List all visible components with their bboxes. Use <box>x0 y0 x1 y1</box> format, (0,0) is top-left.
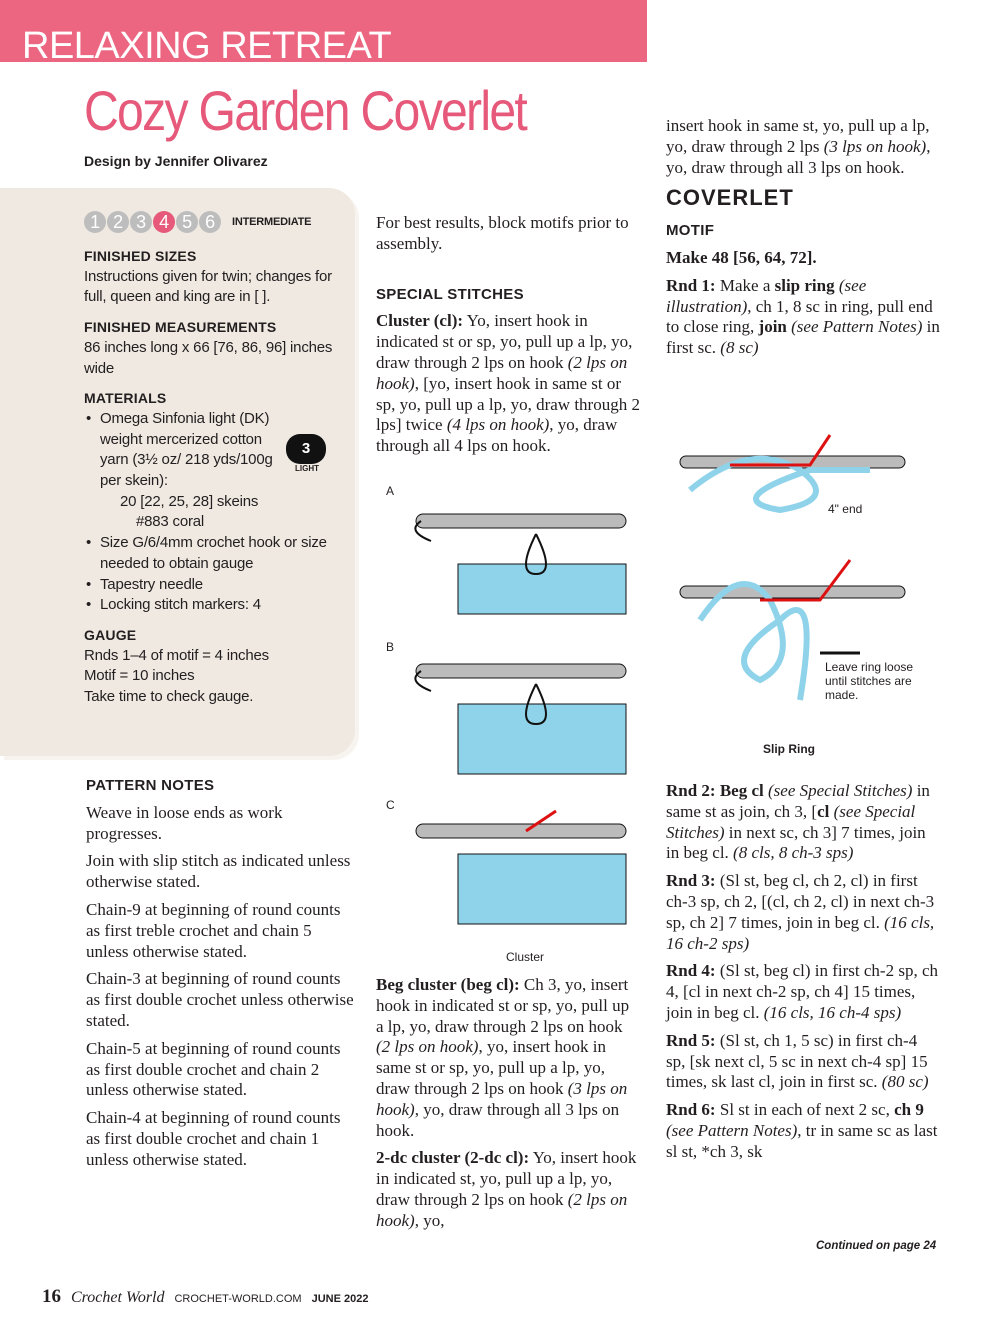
text-run: Rnd 4: <box>666 961 716 981</box>
note: Weave in loose ends as work progresses. <box>86 802 283 843</box>
note: Chain-9 at beginning of round counts as first treble crochet and chain 5 unless otherwise stated. <box>86 899 341 961</box>
text-run: (see Pattern Notes) <box>786 317 923 337</box>
end-label: 4" end <box>828 502 863 516</box>
text-run: (4 lps on hook) <box>446 415 550 435</box>
measurements-heading: FINISHED MEASUREMENTS <box>84 319 277 336</box>
continued-text <box>666 116 940 178</box>
slip-ring-illustration <box>670 420 940 765</box>
text-run: 2-dc cluster (2-dc cl): <box>376 1148 530 1168</box>
note: Chain-4 at beginning of round counts as first double crochet and chain 1 unless otherwise stated. <box>86 1108 341 1169</box>
text-run: Rnd 3: <box>666 871 716 891</box>
text-run: in first sc. <box>666 317 940 358</box>
text-run: Cluster (cl): <box>376 311 464 331</box>
text-run: (see illustration) <box>666 275 867 316</box>
gauge-line: Motif = 10 inches <box>84 667 195 685</box>
coverlet-heading: COVERLET <box>666 185 794 211</box>
intro-text: For best results, block motifs prior to assembly. <box>376 213 629 253</box>
text-run: (2 lps on hook) <box>376 352 628 393</box>
section-banner <box>0 0 647 67</box>
text-run: cl <box>817 801 830 821</box>
text-run: (16 cls, 16 ch-4 sps) <box>763 1002 902 1022</box>
website: CROCHET-WORLD.COM <box>174 1293 302 1305</box>
magazine-name: Crochet World <box>71 1289 165 1306</box>
text-run: , yo, draw through all 3 lps on hook. <box>666 136 931 177</box>
step-c <box>416 811 626 924</box>
issue-date: JUNE 2022 <box>311 1293 369 1305</box>
cluster-caption: Cluster <box>506 950 545 964</box>
material-item: • Size G/6/4mm crochet hook or size needed to obtain gauge <box>84 533 346 574</box>
text-run: (3 lps on hook) <box>823 136 927 156</box>
text-run: Yo, insert hook in indicated st, yo, pull up a lp, yo, draw through 2 lps on hook <box>376 1148 637 1209</box>
text-run: Sl st in each of next 2 sc, <box>715 1100 895 1120</box>
text-run: , yo, draw through all 3 lps on hook. <box>376 1099 620 1140</box>
round-5 <box>666 1031 940 1093</box>
text-run: , yo, <box>414 1210 445 1230</box>
text-run: (8 sc) <box>720 338 759 358</box>
make-count: Make 48 [56, 64, 72]. <box>666 247 817 267</box>
text-run: , yo, draw through all 4 lps on hook. <box>376 415 618 456</box>
notes-heading: PATTERN NOTES <box>86 777 215 794</box>
text-run: (Sl st, beg cl) in first ch-2 sp, ch 4, [cl in next ch-2 sp, ch 4] 15 times, join in beg cl. <box>666 961 938 1022</box>
level-6: 6 <box>199 211 221 233</box>
step-a <box>415 514 626 614</box>
text-run: Rnd 1: <box>666 275 716 295</box>
text-run: insert hook in same st, yo, pull up a lp, yo, draw through 2 lps <box>666 116 930 156</box>
fig-label-a: A <box>386 484 395 498</box>
text-run: ch 9 <box>894 1100 924 1120</box>
material-qty: 20 [22, 25, 28] skeins <box>120 492 259 510</box>
text-run: (see Special Stitches) <box>763 781 913 800</box>
text-run: , [yo, insert hook in same st or sp, yo, pull up a lp, yo, draw through 2 lps] twice <box>376 373 640 435</box>
text-run: (16 cls, 16 ch-2 sps) <box>666 912 935 953</box>
slip-ring-caption: Slip Ring <box>763 742 815 756</box>
text-run: (Sl st, ch 1, 5 sc) in first ch-4 sp, [sk next cl, 5 sc in next ch-4 sp] 15 times, sk last cl, join in first sc. <box>666 1030 928 1092</box>
text-run: , tr in same sc as last sl st, *ch 3, sk <box>666 1120 938 1161</box>
pattern-notes <box>86 776 356 1178</box>
material-item: • Tapestry needle <box>84 575 346 596</box>
sizes-text: Instructions given for twin; changes for full, queen and king are in [ ]. <box>84 267 332 306</box>
level-4-active: 4 <box>153 211 175 233</box>
cluster-illustration <box>376 484 638 970</box>
gauge-line: Rnds 1–4 of motif = 4 inches <box>84 646 269 664</box>
page-number: 16 <box>42 1286 61 1307</box>
text-run: (8 cls, 8 ch-3 sps) <box>733 843 854 863</box>
round-1 <box>666 276 940 359</box>
text-run: (Sl st, beg cl, ch 2, cl) in first ch-3 sp, ch 2, [(cl, ch 2, cl) in next ch-3 sp, ch 2] 7 times, join in beg cl. <box>666 871 935 932</box>
text-run: , ch 1, 8 sc in ring, pull end to close ring, <box>666 296 933 337</box>
text-run: join <box>758 317 787 337</box>
text-run: Yo, insert hook in indicated st or sp, yo, pull up a lp, yo, draw through 2 lps on hook <box>376 311 633 372</box>
fig-label-c: C <box>386 798 395 812</box>
special-stitches-heading: SPECIAL STITCHES <box>376 285 524 303</box>
text-run: Ch 3, yo, insert hook in indicated st or sp, yo, pull up a lp, yo, draw through 2 lps on hook <box>376 975 630 1036</box>
material-item: • Locking stitch markers: 4 <box>84 595 346 616</box>
round-3 <box>666 871 940 954</box>
level-2: 2 <box>107 211 129 233</box>
text-run: (see Pattern Notes) <box>666 1120 798 1140</box>
page-footer <box>42 1286 368 1308</box>
text-run: in same st as join, ch 3, [ <box>666 781 930 821</box>
yarn-weight-label: LIGHT <box>295 464 319 473</box>
text-run: (2 lps on hook) <box>376 1189 628 1230</box>
round-6 <box>666 1100 940 1162</box>
text-run: Rnd 6: <box>666 1100 716 1120</box>
gauge-heading: GAUGE <box>84 626 137 643</box>
motif-heading: MOTIF <box>666 222 715 240</box>
cluster-definition <box>376 311 640 457</box>
text-run: (see Special Stitches) <box>666 801 916 842</box>
level-3: 3 <box>130 211 152 233</box>
round-2 <box>666 781 940 864</box>
continued-note: Continued on page 24 <box>816 1240 937 1252</box>
text-run: (2 lps on hook) <box>376 1037 479 1057</box>
note: Join with slip stitch as indicated unless otherwise stated. <box>86 851 351 892</box>
byline: Design by Jennifer Olivarez <box>84 153 268 169</box>
materials-heading: MATERIALS <box>84 390 167 407</box>
skill-label: INTERMEDIATE <box>232 215 312 228</box>
two-dc-cluster-definition <box>376 1148 640 1231</box>
text-run: Beg cluster (beg cl): <box>376 975 520 994</box>
text-run: (80 sc) <box>881 1072 929 1092</box>
step-b <box>415 664 626 774</box>
material-color: #883 coral <box>136 513 205 531</box>
text-run: slip ring <box>774 275 835 295</box>
text-run: Rnd 2: Beg cl <box>666 781 764 800</box>
pattern-title: Cozy Garden Coverlet <box>84 79 527 142</box>
yarn-weight-icon <box>286 434 328 473</box>
note: Chain-5 at beginning of round counts as first double crochet and chain 2 unless otherwise stated. <box>86 1038 341 1100</box>
note: Chain-3 at beginning of round counts as first double crochet unless otherwise stated. <box>86 969 354 1030</box>
text-run: (3 lps on hook) <box>376 1078 628 1119</box>
measurements-text: 86 inches long x 66 [76, 86, 96] inches wide <box>84 338 333 377</box>
text-run: , yo, insert hook in same st or sp, yo, pull up a lp, yo, draw through 2 lps on hook <box>376 1037 606 1098</box>
text-run: Rnd 5: <box>666 1030 716 1050</box>
material-item: • Omega Sinfonia light (DK) weight mercerized cotton yarn (3½ oz/ 218 yds/100g per skein): <box>84 409 275 492</box>
sizes-heading: FINISHED SIZES <box>84 248 197 264</box>
fig-label-b: B <box>386 640 395 654</box>
beg-cluster-definition <box>376 975 640 1141</box>
column-2 <box>376 213 640 464</box>
gauge-line: Take time to check gauge. <box>84 688 254 706</box>
column-3-rounds <box>666 781 940 1170</box>
section-label: RELAXING RETREAT <box>22 25 392 67</box>
yarn-weight-number: 3 <box>286 434 326 464</box>
column-3 <box>666 116 940 366</box>
level-5: 5 <box>176 211 198 233</box>
skill-level <box>84 210 346 234</box>
level-1: 1 <box>84 211 106 233</box>
text-run: in next sc, ch 3] 7 times, join in beg cl. <box>666 822 926 863</box>
ring-note: Leave ring loose until stitches are made. <box>825 660 914 702</box>
round-4 <box>666 961 940 1023</box>
column-2-lower <box>376 975 640 1239</box>
cluster-diagram <box>376 484 638 944</box>
text-run: Make a <box>715 275 775 295</box>
